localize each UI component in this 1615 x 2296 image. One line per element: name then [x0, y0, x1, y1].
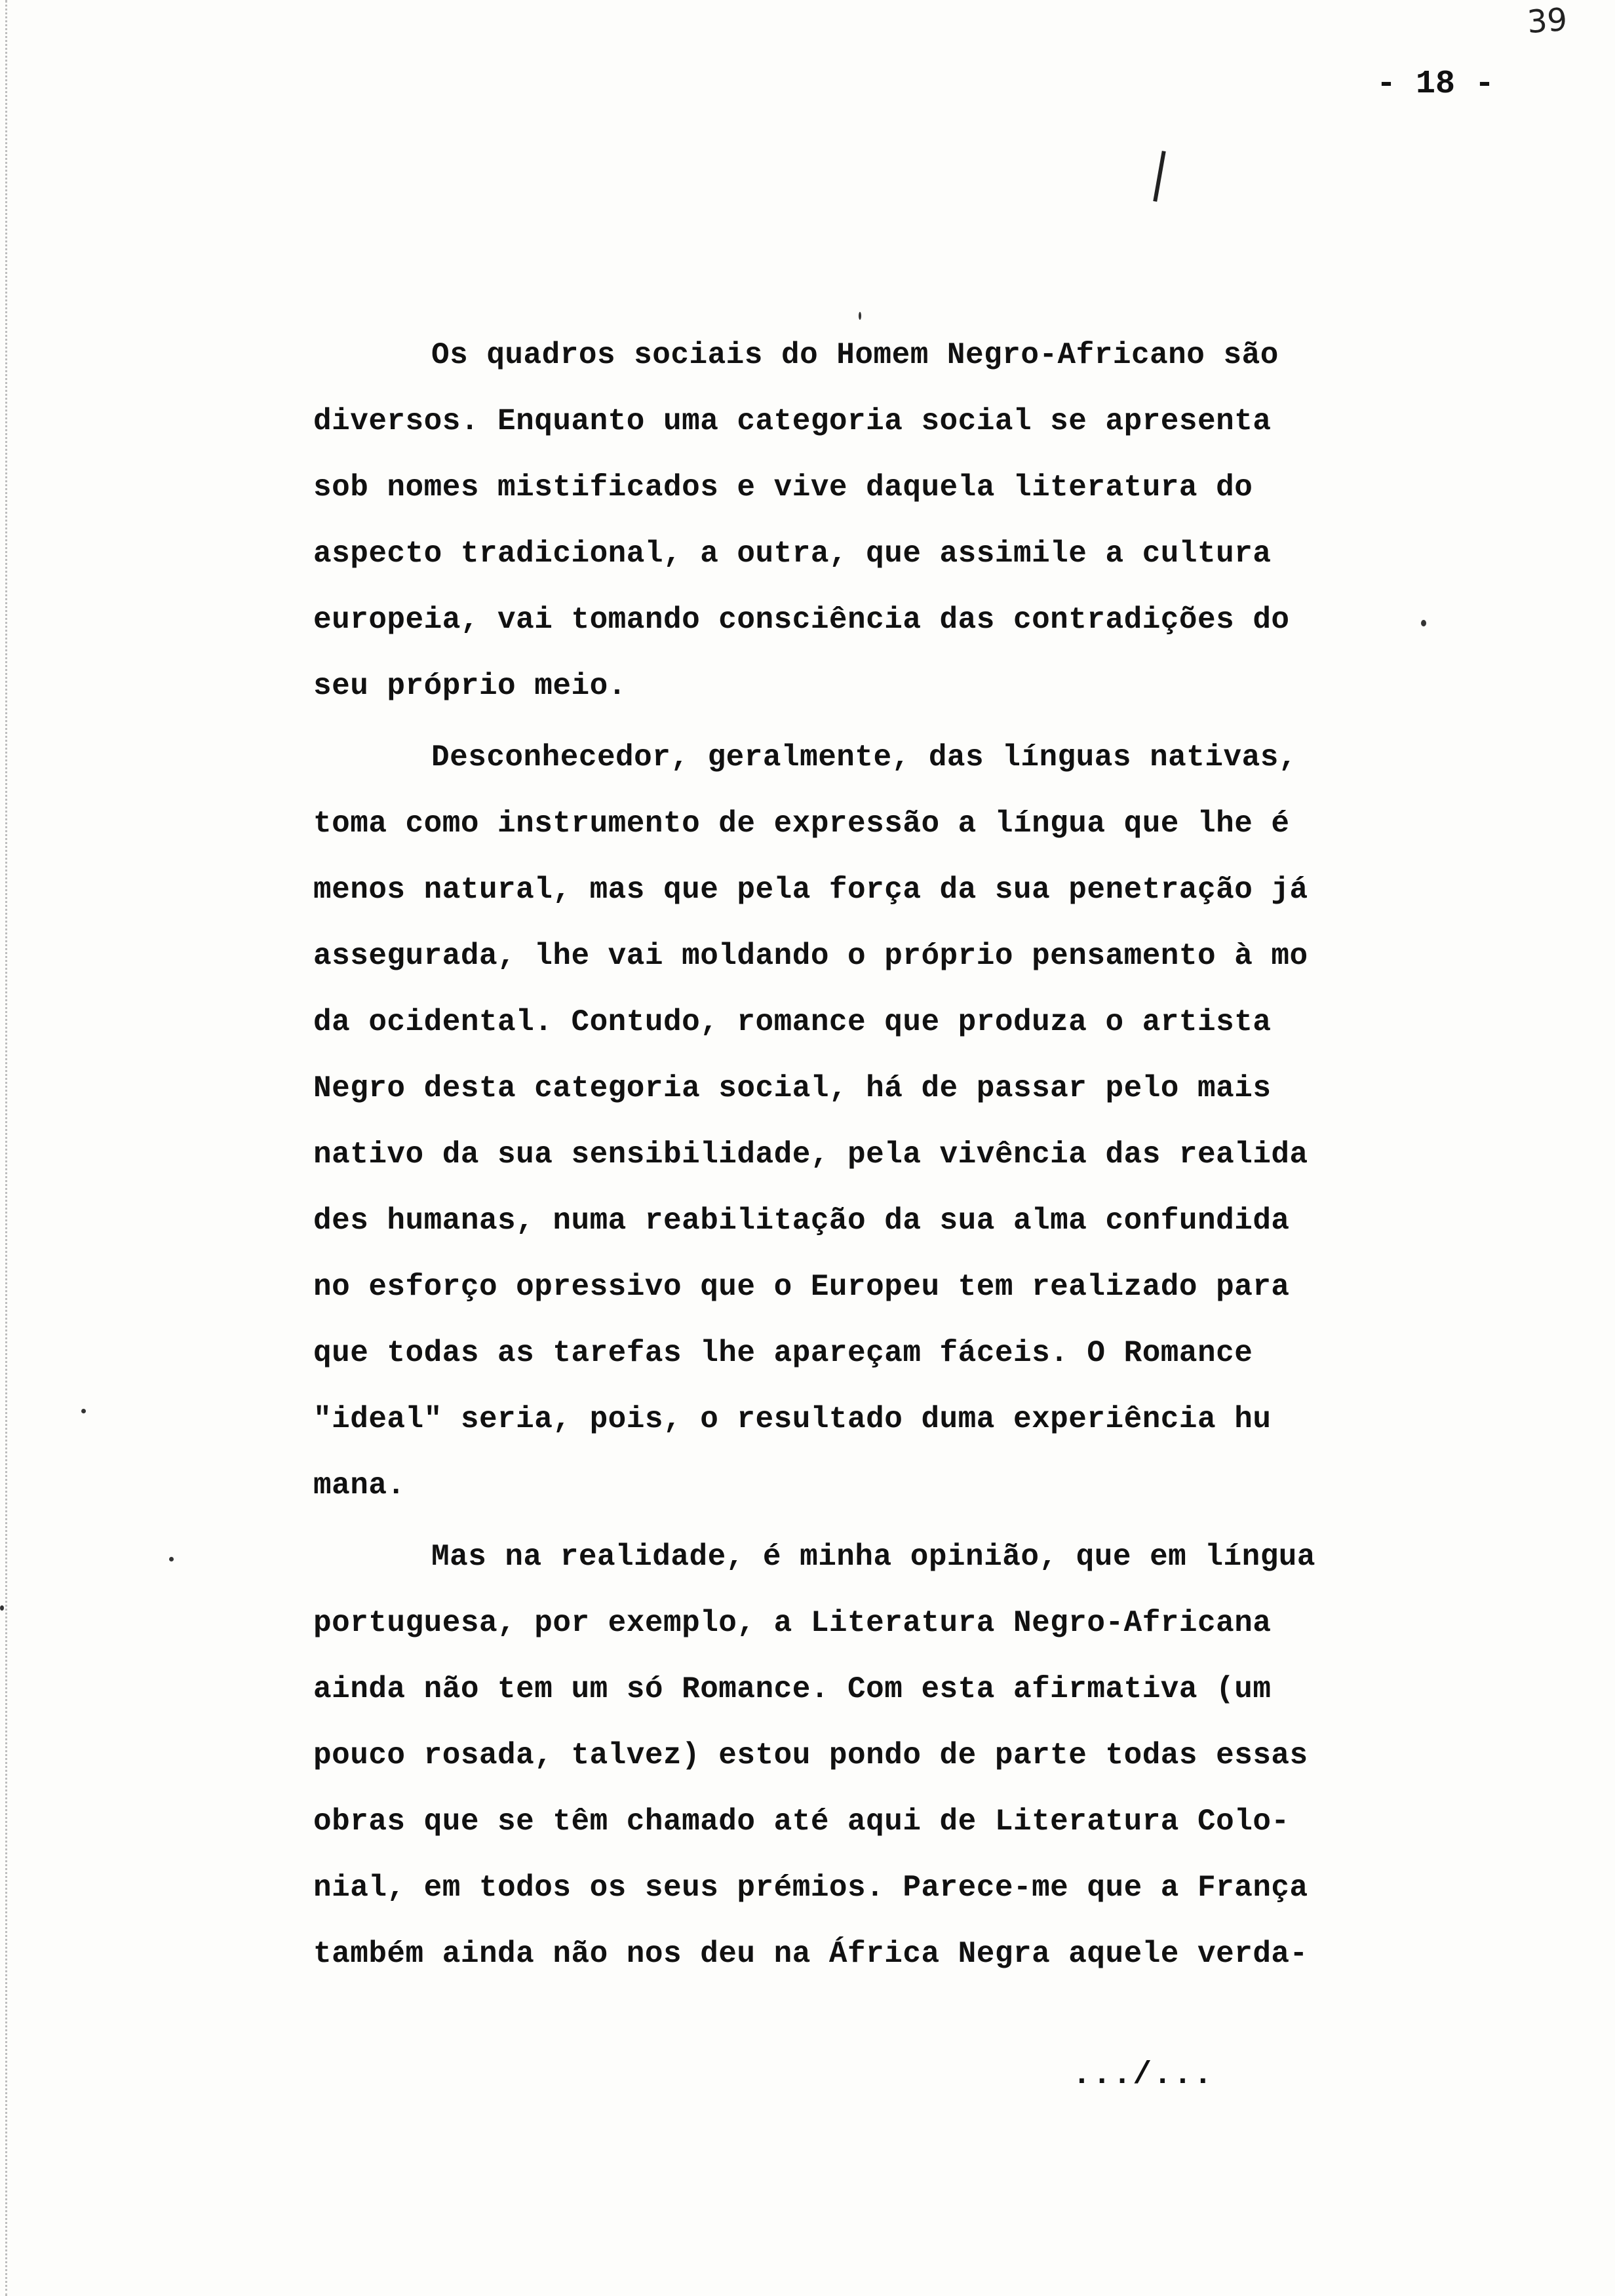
text-line: aspecto tradicional, a outra, que assimile a cultura: [313, 537, 1272, 571]
text-line: des humanas, numa reabilitação da sua alma confundida: [313, 1204, 1290, 1238]
text-line: pouco rosada, talvez) estou pondo de parte todas essas: [313, 1738, 1308, 1772]
text-line: da ocidental. Contudo, romance que produza o artista: [313, 1005, 1272, 1039]
text-line: toma como instrumento de expressão a língua que lhe é: [313, 807, 1290, 841]
text-line: assegurada, lhe vai moldando o próprio pensamento à mo: [313, 939, 1308, 973]
scan-speck: [81, 1409, 86, 1413]
text-line: nial, em todos os seus prémios. Parece-me que a França: [313, 1871, 1308, 1905]
text-line: Os quadros sociais do Homem Negro-Africano são: [431, 338, 1279, 372]
continuation-mark: .../...: [1072, 2057, 1214, 2093]
text-line: ainda não tem um só Romance. Com esta afirmativa (um: [313, 1672, 1272, 1706]
text-line: portuguesa, por exemplo, a Literatura Negro-Africana: [313, 1606, 1272, 1640]
pen-stroke-mark: [1153, 151, 1165, 202]
paragraph-2: [313, 725, 1388, 1519]
text-line: sob nomes mistificados e vive daquela literatura do: [313, 470, 1253, 505]
scan-speck: [1421, 620, 1426, 626]
scan-speck: [169, 1557, 174, 1561]
text-line: Desconhecedor, geralmente, das línguas nativas,: [431, 740, 1297, 775]
text-line: menos natural, mas que pela força da sua penetração já: [313, 873, 1308, 907]
scan-speck: [859, 312, 861, 320]
text-line: nativo da sua sensibilidade, pela vivência das realida: [313, 1138, 1308, 1172]
page-number: - 18 -: [1376, 66, 1495, 103]
margin-dotted-rule: [5, 0, 7, 2296]
text-line: Mas na realidade, é minha opinião, que em língua: [431, 1540, 1316, 1574]
text-line: no esforço opressivo que o Europeu tem realizado para: [313, 1270, 1290, 1304]
paragraph-3: [313, 1524, 1388, 1987]
text-line: obras que se têm chamado até aqui de Literatura Colo-: [313, 1805, 1290, 1839]
text-line: diversos. Enquanto uma categoria social se apresenta: [313, 404, 1272, 438]
text-line: seu próprio meio.: [313, 669, 627, 703]
paragraph-1: [313, 322, 1388, 719]
archive-number: 39: [1526, 1, 1568, 41]
text-line: mana.: [313, 1468, 406, 1502]
text-line: Negro desta categoria social, há de passar pelo mais: [313, 1071, 1272, 1105]
text-line: também ainda não nos deu na África Negra aquele verda-: [313, 1937, 1308, 1971]
body-text: [313, 322, 1388, 1987]
text-line: europeia, vai tomando consciência das contradições do: [313, 603, 1290, 637]
scan-speck: [0, 1605, 4, 1611]
text-line: que todas as tarefas lhe apareçam fáceis. O Romance: [313, 1336, 1253, 1370]
text-line: "ideal" seria, pois, o resultado duma experiência hu: [313, 1402, 1272, 1436]
